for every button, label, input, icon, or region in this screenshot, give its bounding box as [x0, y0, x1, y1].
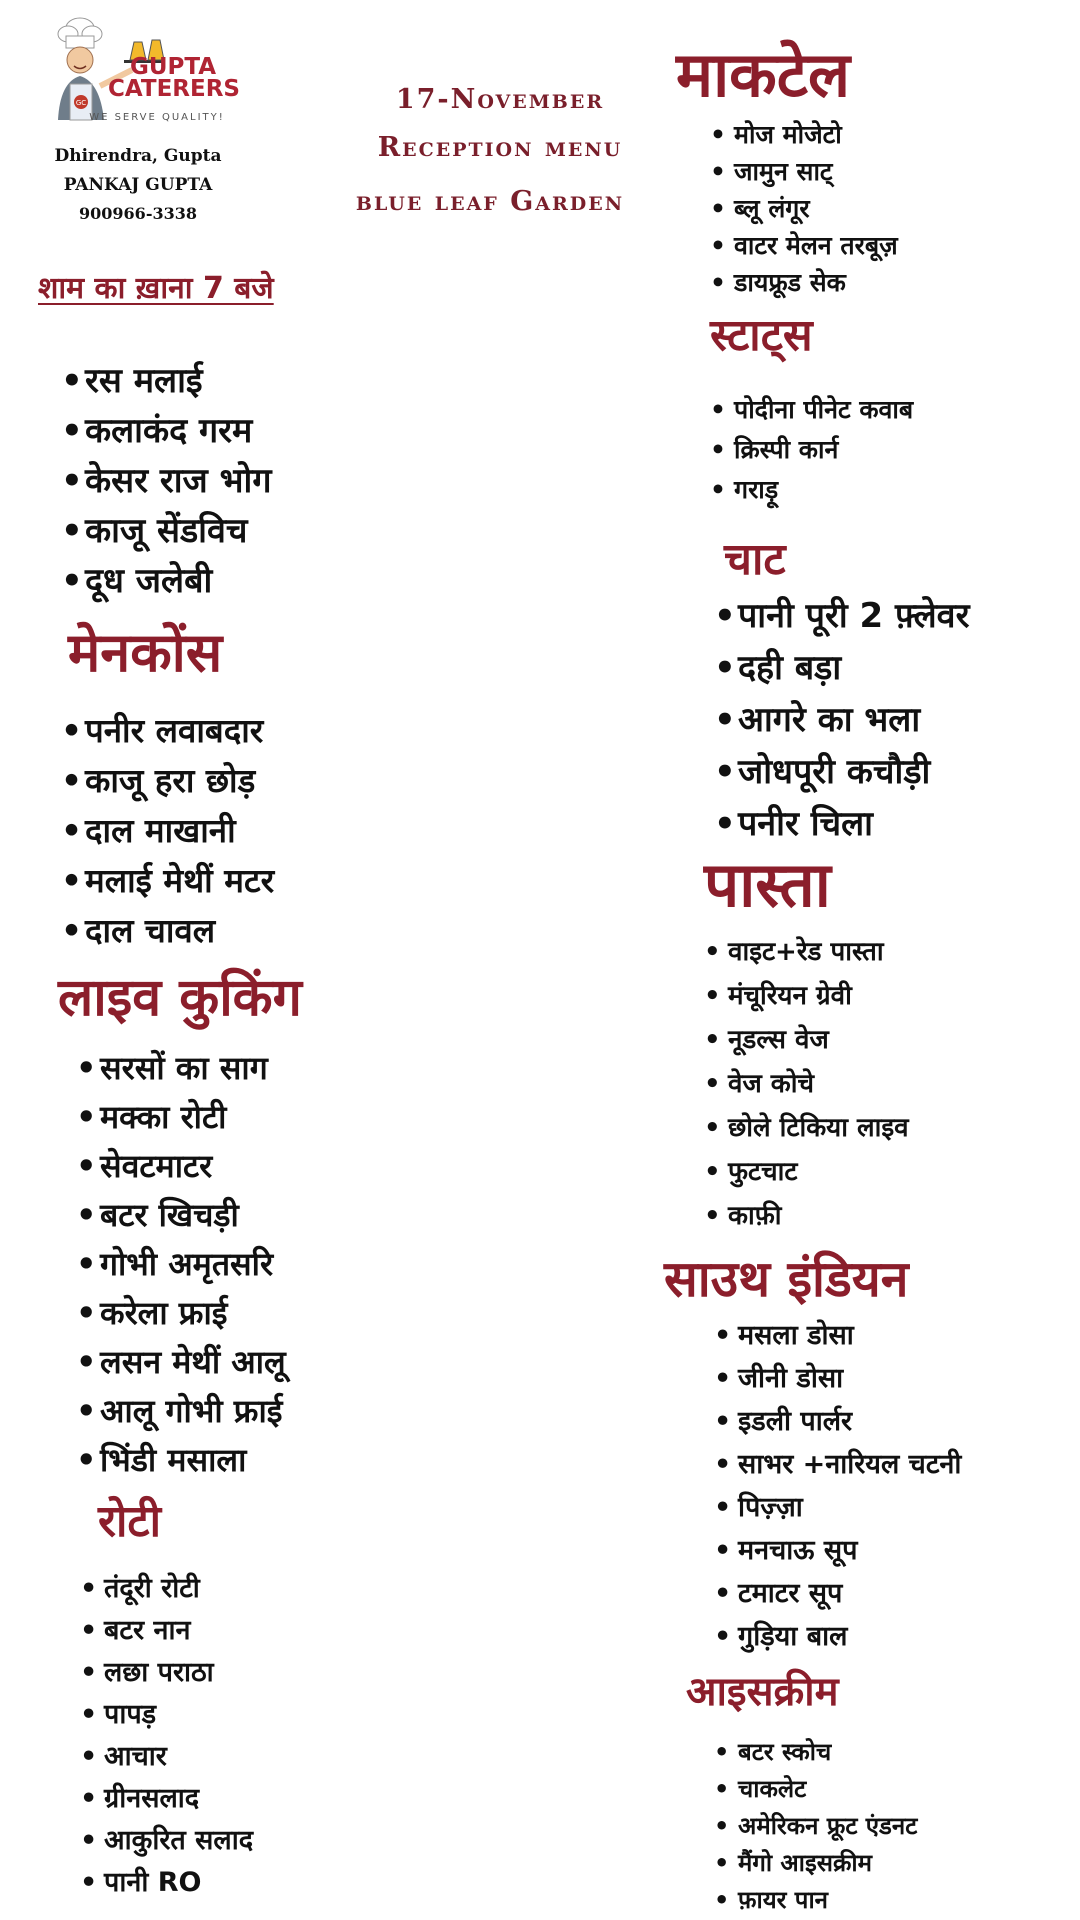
svg-text:GC: GC — [75, 99, 87, 107]
south-indian-heading: साउथ इंडियन — [664, 1250, 909, 1308]
event-venue: blue leaf Garden — [355, 186, 625, 217]
logo-brand-line1: GUPTA — [129, 54, 217, 80]
list-item: • रस मलाई — [85, 356, 271, 406]
list-item: • पानी RO — [104, 1862, 253, 1904]
list-item: • गुड़िया बाल — [738, 1615, 961, 1658]
list-item: • पापड़ — [104, 1694, 253, 1736]
list-item: • मोज मोजेटो — [734, 116, 898, 153]
list-item: • क्रिस्पी कार्न — [734, 430, 913, 470]
pasta-list — [728, 930, 909, 1238]
mocktail-heading: माकटेल — [676, 38, 851, 111]
list-item: • गोभी अमृतसरि — [100, 1240, 286, 1289]
list-item: • बटर स्कोच — [738, 1734, 917, 1771]
list-item: • ब्लू लंगूर — [734, 190, 898, 227]
list-item: • मक्का रोटी — [100, 1093, 286, 1142]
list-item: • काजू सेंडविच — [85, 506, 271, 556]
list-item: • वेज कोचे — [728, 1062, 909, 1106]
list-item: • ग्रीनसलाद — [104, 1778, 253, 1820]
list-item: • दूध जलेबी — [85, 556, 271, 606]
contact-phone: 900966-3338 — [79, 204, 197, 223]
list-item: • वाइट+रेड पास्ता — [728, 930, 909, 974]
list-item: • काजू हरा छोड़ — [85, 756, 274, 806]
main-course-list — [85, 706, 274, 956]
list-item: • दाल चावल — [85, 906, 274, 956]
list-item: • पिज़्ज़ा — [738, 1486, 961, 1529]
list-item: • फ़ायर पान — [738, 1882, 917, 1919]
list-item: • पनीर लवाबदार — [85, 706, 274, 756]
sweets-list — [85, 356, 271, 606]
list-item: • केसर राज भोग — [85, 456, 271, 506]
logo-tagline: WE SERVE QUALITY! — [89, 112, 225, 123]
mocktail-list — [734, 116, 898, 301]
event-type: Reception menu — [377, 132, 623, 163]
list-item: • जोधपूरी कचौड़ी — [738, 746, 969, 798]
starters-heading: स्टाट्स — [710, 310, 813, 361]
contact-name-1: Dhirendra, Gupta — [54, 146, 222, 166]
list-item: • दही बड़ा — [738, 642, 969, 694]
list-item: • बटर खिचड़ी — [100, 1191, 286, 1240]
chaat-list — [738, 590, 969, 850]
roti-heading: रोटी — [98, 1496, 161, 1547]
icecream-list — [738, 1734, 917, 1919]
list-item: • फुटचाट — [728, 1150, 909, 1194]
list-item: • लसन मेथीं आलू — [100, 1338, 286, 1387]
logo-brand-line2: CATERERS — [108, 76, 240, 102]
list-item: • गराड़ू — [734, 470, 913, 510]
list-item: • वाटर मेलन तरबूज़ — [734, 227, 898, 264]
roti-list — [104, 1568, 253, 1904]
list-item: • दाल माखानी — [85, 806, 274, 856]
main-course-heading: मेनकोंस — [68, 621, 223, 684]
event-date: 17-November — [395, 84, 605, 115]
starters-list — [734, 390, 913, 510]
list-item: • कलाकंद गरम — [85, 406, 271, 456]
list-item: • अमेरिकन फ्रूट एंडनट — [738, 1808, 917, 1845]
list-item: • मनचाऊ सूप — [738, 1529, 961, 1572]
list-item: • पोदीना पीनेट कवाब — [734, 390, 913, 430]
list-item: • जामुन साट् — [734, 153, 898, 190]
pasta-heading: पास्ता — [704, 848, 831, 921]
list-item: • भिंडी मसाला — [100, 1436, 286, 1485]
list-item: • मंचूरियन ग्रेवी — [728, 974, 909, 1018]
dinner-time: शाम का ख़ाना 7 बजे — [38, 271, 274, 306]
live-cooking-list — [100, 1044, 286, 1485]
list-item: • लछा पराठा — [104, 1652, 253, 1694]
list-item: • करेला फ्राई — [100, 1289, 286, 1338]
list-item: • सेवटमाटर — [100, 1142, 286, 1191]
list-item: • जीनी डोसा — [738, 1357, 961, 1400]
list-item: • सरसों का साग — [100, 1044, 286, 1093]
list-item: • मलाई मेथीं मटर — [85, 856, 274, 906]
chaat-heading: चाट — [724, 534, 786, 585]
list-item: • आलू गोभी फ्राई — [100, 1387, 286, 1436]
list-item: • चाकलेट — [738, 1771, 917, 1808]
list-item: • आचार — [104, 1736, 253, 1778]
list-item: • साभर +नारियल चटनी — [738, 1443, 961, 1486]
list-item: • इडली पार्लर — [738, 1400, 961, 1443]
list-item: • नूडल्स वेज — [728, 1018, 909, 1062]
list-item: • पनीर चिला — [738, 798, 969, 850]
list-item: • छोले टिकिया लाइव — [728, 1106, 909, 1150]
list-item: • मैंगो आइसक्रीम — [738, 1845, 917, 1882]
list-item: • आगरे का भला — [738, 694, 969, 746]
logo-wordmark — [108, 56, 238, 100]
list-item: • पानी पूरी 2 फ़्लेवर — [738, 590, 969, 642]
list-item: • आकुरित सलाद — [104, 1820, 253, 1862]
list-item: • मसला डोसा — [738, 1314, 961, 1357]
contact-name-2: PANKAJ GUPTA — [63, 175, 213, 195]
list-item: • टमाटर सूप — [738, 1572, 961, 1615]
list-item: • काफ़ी — [728, 1194, 909, 1238]
list-item: • तंदूरी रोटी — [104, 1568, 253, 1610]
list-item: • डायफ्रूड सेक — [734, 264, 898, 301]
icecream-heading: आइसक्रीम — [686, 1669, 839, 1715]
list-item: • बटर नान — [104, 1610, 253, 1652]
south-indian-list — [738, 1314, 961, 1658]
live-cooking-heading: लाइव कुकिंग — [58, 968, 302, 1028]
